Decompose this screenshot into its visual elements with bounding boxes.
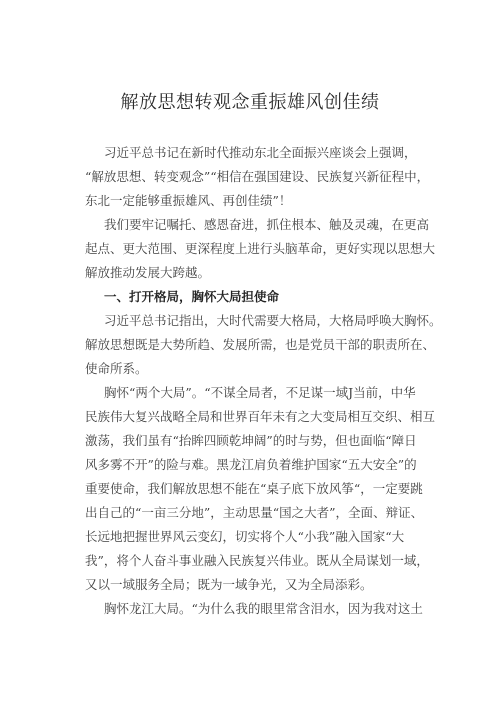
paragraph-line: 重要使命，我们解放思想不能在“桌子底下放风筝“，一定要跳: [85, 481, 423, 496]
paragraph-line: 我”，将个人奋斗事业融入民族复兴伟业。既从全局谋划一域，: [85, 553, 429, 568]
paragraph-line: 民族伟大复兴战略全局和世界百年未有之大变局相互交织、相互: [85, 409, 436, 424]
paragraph-line: “解放思想、转变观念”“相信在强国建设、民族复兴新征程中，: [85, 169, 430, 184]
section-heading: 一、打开格局，胸怀大局担使命: [104, 289, 280, 304]
paragraph-line: 出自己的“一亩三分地”，主动思量“国之大者”，全面、辩证、: [85, 505, 424, 520]
document-title: 解放思想转观念重振雄风创佳绩: [120, 92, 380, 113]
paragraph-line: 胸怀“两个大局”。“不谋全局者，不足谋一域J当前，中华: [104, 385, 416, 400]
paragraph-line: 解放推动发展大跨越。: [85, 265, 211, 280]
paragraph-line: 习近平总书记在新时代推动东北全面振兴座谈会上强调，: [104, 145, 417, 160]
paragraph-line: 风多雾不开”的险与难。黑龙江肩负着维护国家“五大安全”的: [85, 457, 417, 472]
paragraph-line: 习近平总书记指出，大时代需要大格局，大格局呼唤大胸怀。: [104, 313, 442, 328]
paragraph-line: 起点、更大范围、更深程度上进行头脑革命，更好实现以思想大: [85, 241, 436, 256]
paragraph-line: 激荡，我们虽有“抬眸四顾乾坤阔”的时与势，但也面临“障日: [85, 433, 417, 448]
paragraph-line: 胸怀龙江大局。“为什么我的眼里常含泪水，因为我对这土: [104, 601, 423, 616]
paragraph-line: 又以一域服务全局；既为一域争光，又为全局添彩。: [85, 577, 373, 592]
paragraph-line: 长远地把握世界风云变幻，切实将个人“小我”融入国家“大: [85, 529, 405, 544]
paragraph-line: 东北一定能够重振雄风、再创佳绩”！: [85, 193, 292, 208]
paragraph-line: 解放思想既是大势所趋、发展所需，也是党员干部的职责所在、: [85, 337, 436, 352]
paragraph-line: 使命所系。: [85, 361, 148, 376]
paragraph-line: 我们要牢记嘱托、感恩奋进，抓住根本、触及灵魂，在更高: [104, 217, 430, 232]
